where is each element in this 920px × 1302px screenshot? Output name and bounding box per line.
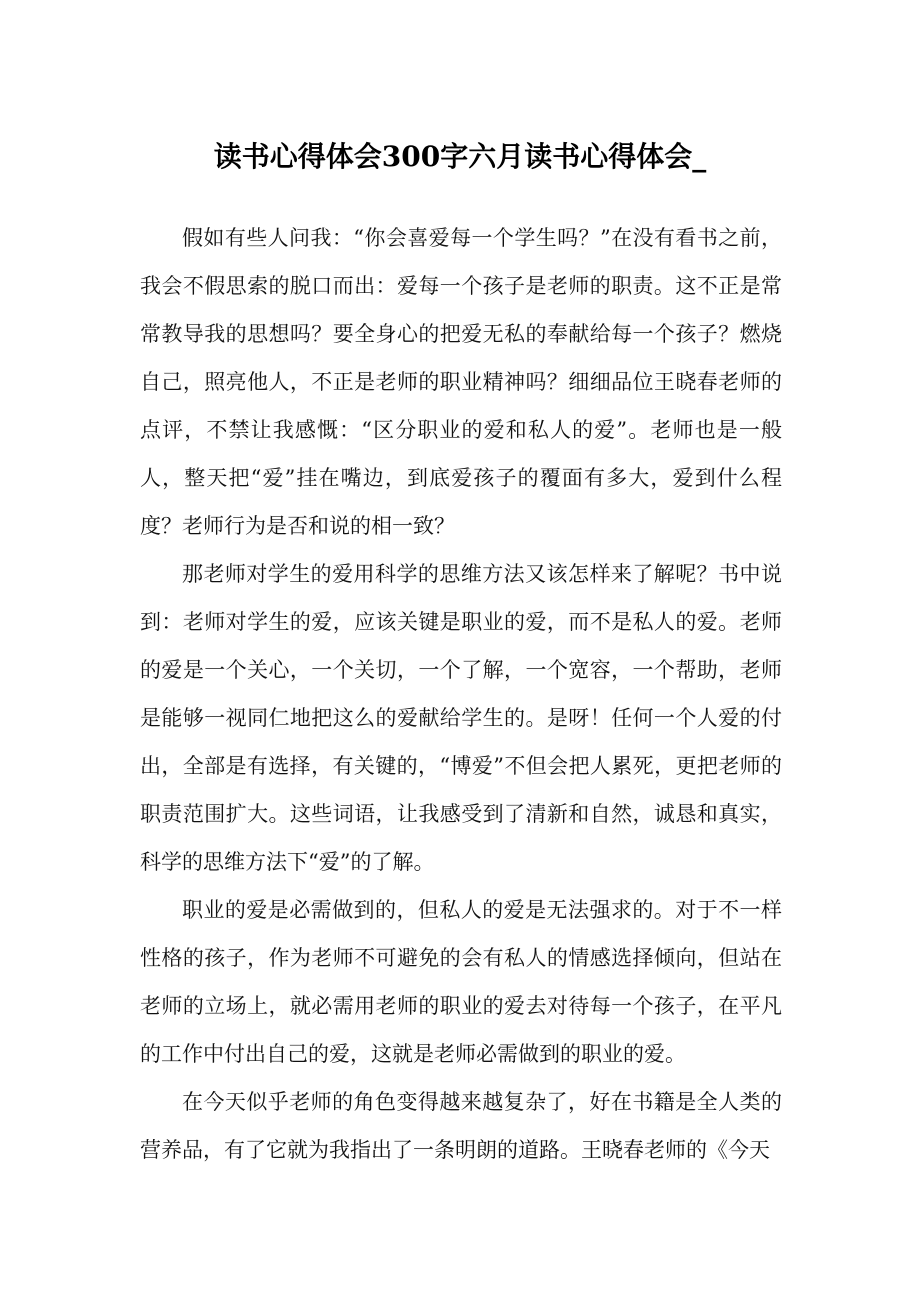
article-body	[140, 214, 782, 1174]
paragraph-3: 职业的爱是必需做到的，但私人的爱是无法强求的。对于不一样性格的孩子，作为老师不可避免的会有私人的情感选择倾向，但站在老师的立场上，就必需用老师的职业的爱去对待每一个孩子，在平凡的工作中付出自己的爱，这就是老师必需做到的职业的爱。	[140, 898, 782, 1066]
paragraph-4: 在今天似乎老师的角色变得越来越复杂了，好在书籍是全人类的营养品，有了它就为我指出了一条明朗的道路。王晓春老师的《今天	[140, 1090, 782, 1162]
page-title: 读书心得体会300字六月读书心得体会_	[213, 139, 707, 173]
paragraph-2: 那老师对学生的爱用科学的思维方法又该怎样来了解呢？书中说到：老师对学生的爱，应该关键是职业的爱，而不是私人的爱。老师的爱是一个关心，一个关切，一个了解，一个宽容，一个帮助，老师是能够一视同仁地把这么的爱献给学生的。是呀！任何一个人爱的付出，全部是有选择，有关键的，“博爱”不但会把人累死，更把老师的职责范围扩大。这些词语，让我感受到了清新和自然，诚恳和真实，科学的思维方法下“爱”的了解。	[140, 562, 782, 874]
paragraph-1: 假如有些人问我：“你会喜爱每一个学生吗？”在没有看书之前，我会不假思索的脱口而出：爱每一个孩子是老师的职责。这不正是常常教导我的思想吗？要全身心的把爱无私的奉献给每一个孩子？燃烧自己，照亮他人，不正是老师的职业精神吗？细细品位王晓春老师的点评，不禁让我感慨：“区分职业的爱和私人的爱”。老师也是一般人，整天把“爱”挂在嘴边，到底爱孩子的覆面有多大，爱到什么程度？老师行为是否和说的相一致？	[140, 226, 782, 538]
